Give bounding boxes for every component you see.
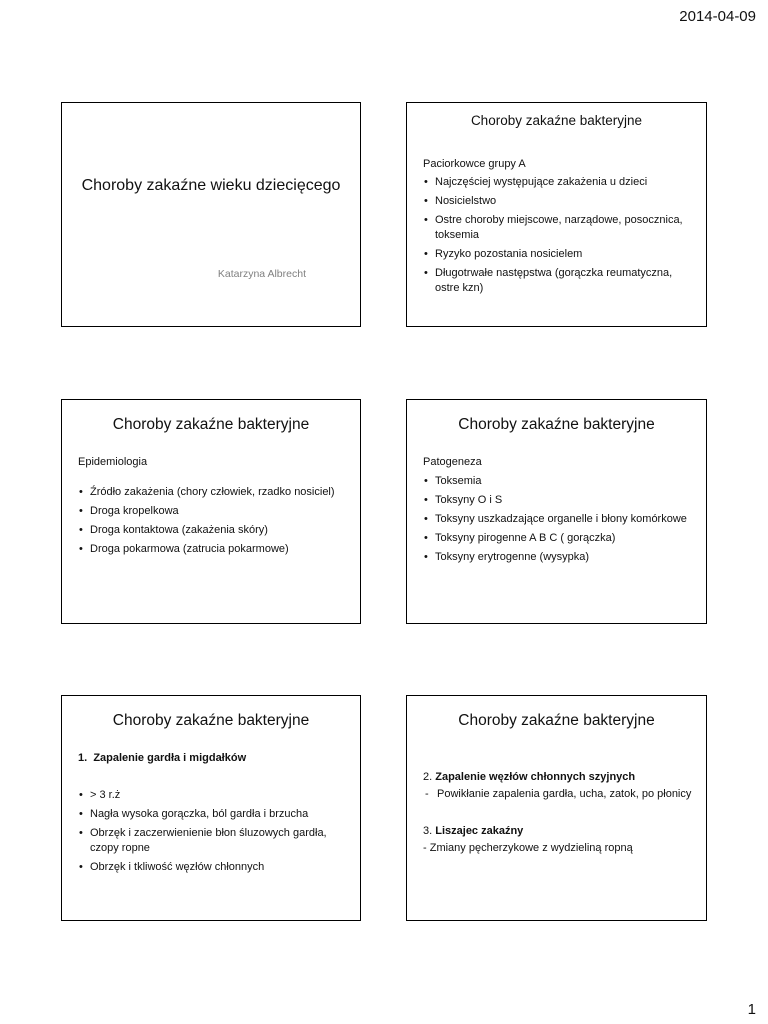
section-title: Zapalenie węzłów chłonnych szyjnych xyxy=(435,771,636,783)
list-item: • Najczęściej występujące zakażenia u dzieci xyxy=(423,175,696,190)
slide-heading xyxy=(78,751,350,766)
slide-heading: Paciorkowce grupy A xyxy=(423,158,526,170)
section-heading xyxy=(423,824,696,839)
slide-title: Choroby zakaźne bakteryjne xyxy=(458,416,655,433)
heading-text: Zapalenie gardła i migdałków xyxy=(93,752,247,764)
list-item: - Powikłanie zapalenia gardła, ucha, zatok, po płonicy xyxy=(423,787,696,802)
bullet-list xyxy=(78,788,350,875)
list-item: • Długotrwałe następstwa (gorączka reumatyczna, ostre kzn) xyxy=(423,266,696,296)
list-item: • Droga kropelkowa xyxy=(78,504,350,519)
list-item: • Droga kontaktowa (zakażenia skóry) xyxy=(78,523,350,538)
slide-3 xyxy=(61,399,361,624)
section-heading xyxy=(423,770,696,785)
slide-1-title xyxy=(61,102,361,327)
slide-2 xyxy=(406,102,707,327)
slide-4 xyxy=(406,399,707,624)
slide-title: Choroby zakaźne wieku dziecięcego xyxy=(81,177,341,194)
list-item: • Toksemia xyxy=(423,474,696,489)
list-item: • Nosicielstwo xyxy=(423,194,696,209)
list-item: • Toksyny pirogenne A B C ( gorączka) xyxy=(423,531,696,546)
list-item: • Nagła wysoka gorączka, ból gardła i brzucha xyxy=(78,807,350,822)
slide-content xyxy=(423,455,696,569)
slide-content xyxy=(78,751,350,879)
list-item: • Droga pokarmowa (zatrucia pokarmowe) xyxy=(78,542,350,557)
list-item: • Toksyny O i S xyxy=(423,493,696,508)
slide-title: Choroby zakaźne bakteryjne xyxy=(470,113,643,128)
bullet-list xyxy=(78,485,350,557)
section-number: 2. xyxy=(423,771,433,783)
dash-list xyxy=(423,787,696,802)
list-item: • Obrzęk i tkliwość węzłów chłonnych xyxy=(78,860,350,875)
slide-heading: Epidemiologia xyxy=(78,456,148,468)
page-number: 1 xyxy=(747,1001,756,1018)
slide-heading: Patogeneza xyxy=(423,456,482,468)
slide-5 xyxy=(61,695,361,921)
section-number: 3. xyxy=(423,825,433,837)
slide-title: Choroby zakaźne bakteryjne xyxy=(112,416,310,433)
list-item: • Ryzyko pozostania nosicielem xyxy=(423,247,696,262)
slide-title: Choroby zakaźne bakteryjne xyxy=(112,712,310,729)
bullet-list xyxy=(423,175,696,296)
slide-title: Choroby zakaźne bakteryjne xyxy=(458,712,655,729)
list-item: • Źródło zakażenia (chory człowiek, rzadko nosiciel) xyxy=(78,485,350,500)
slide-content xyxy=(78,455,350,561)
list-item: • Toksyny erytrogenne (wysypka) xyxy=(423,550,696,565)
bullet-list xyxy=(423,474,696,565)
slide-content xyxy=(423,770,696,856)
list-item: • Obrzęk i zaczerwienienie błon śluzowych gardła, czopy ropne xyxy=(78,826,350,856)
section-item: - Zmiany pęcherzykowe z wydzieliną ropną xyxy=(423,842,633,854)
author-name: Katarzyna Albrecht xyxy=(217,268,306,280)
page-date: 2014-04-09 xyxy=(679,8,756,25)
list-item: • > 3 r.ż xyxy=(78,788,350,803)
heading-number: 1. xyxy=(78,752,88,764)
list-item: • Ostre choroby miejscowe, narządowe, posocznica, toksemia xyxy=(423,213,696,243)
list-item: • Toksyny uszkadzające organelle i błony komórkowe xyxy=(423,512,696,527)
section-title: Liszajec zakaźny xyxy=(435,825,524,837)
slide-content xyxy=(423,157,696,300)
slide-6 xyxy=(406,695,707,921)
